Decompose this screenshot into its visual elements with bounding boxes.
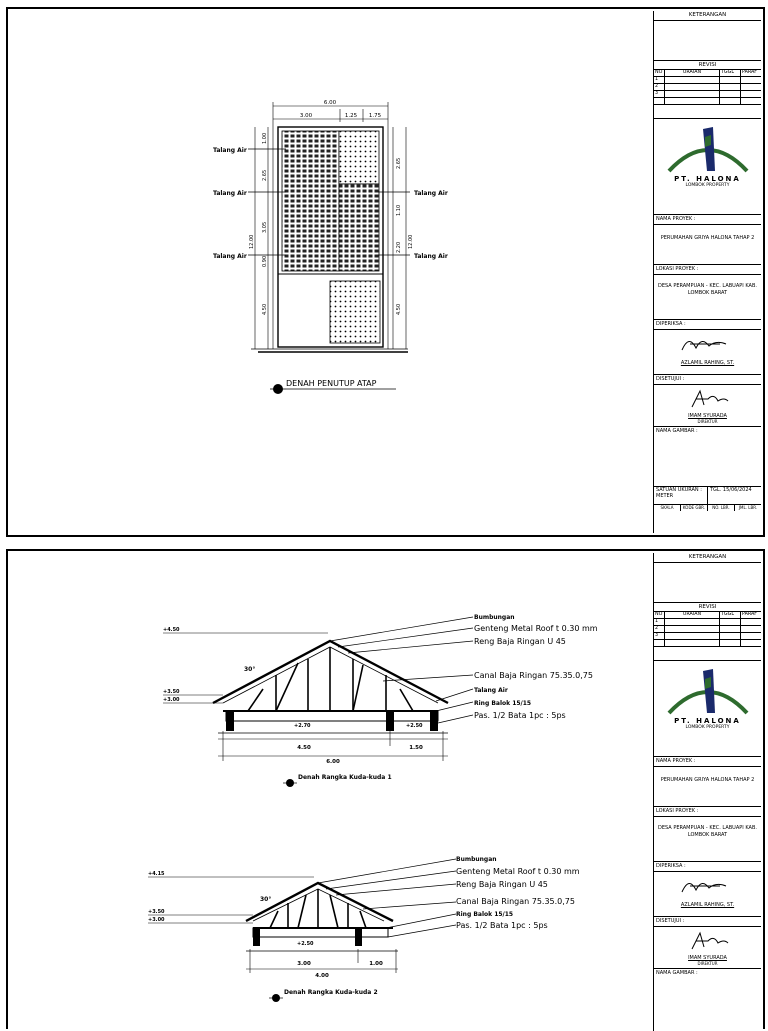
s2-level-2: +3.50 <box>148 909 165 915</box>
tanggal: TGL. 15/06/2024 <box>710 487 752 493</box>
rev-col-no: NO <box>654 612 665 619</box>
nama-proyek-value: PERUMAHAN GRIYA HALONA TAHAP 2 <box>660 235 755 241</box>
jml-lbr-label: JML. LBR. <box>738 505 758 510</box>
rev-col-no: NO <box>654 70 665 77</box>
revisi-label: REVISI <box>698 604 717 610</box>
disetujui-role: DIREKTUR <box>697 961 718 966</box>
s1-label-canal: Canal Baja Ringan 75.35.0,75 <box>474 671 593 680</box>
disetujui-name: IMAM SYURADA <box>688 955 727 961</box>
company-sub: LOMBOK PROPERTY <box>685 183 730 188</box>
dim-right-4: 4.50 <box>396 303 402 315</box>
lokasi-value: DESA PERAMPUAN - KEC. LABUAPI KAB. LOMBOK BARAT <box>658 283 757 296</box>
signature-icon <box>654 330 760 358</box>
drawing-sheet-1 <box>6 7 765 537</box>
company-logo <box>654 661 761 757</box>
revision-table <box>654 61 761 119</box>
dim-top-1: 3.00 <box>299 113 313 119</box>
company-name: PT. HALONA <box>674 175 741 183</box>
satuan-label: SATUAN UKURAN : <box>656 487 702 493</box>
s1-level-5: +2.50 <box>406 723 423 729</box>
dim-top-total: 6.00 <box>323 100 337 106</box>
title-block-1 <box>653 11 761 533</box>
s1-label-ring: Ring Balok 15/15 <box>474 700 532 707</box>
s1-label-reng: Reng Baja Ringan U 45 <box>474 637 566 646</box>
rev-row-2: 2 <box>654 626 665 633</box>
signature-icon <box>654 927 760 953</box>
halona-logo-icon <box>655 119 761 175</box>
rev-row-1: 1 <box>654 77 665 84</box>
rev-row-1: 1 <box>654 619 665 626</box>
s1-label-talang: Talang Air <box>474 687 508 694</box>
drawing-sheet-2 <box>6 549 765 1029</box>
rev-col-paraf: PARAF <box>741 612 762 619</box>
disetujui-label: DISETUJUI : <box>654 375 761 385</box>
s2-dim-total: 4.00 <box>315 973 329 979</box>
s2-dim-2: 1.00 <box>369 961 383 967</box>
s2-level-1: +4.15 <box>148 871 165 877</box>
diperiksa-label: DIPERIKSA : <box>654 320 761 330</box>
diperiksa-name: AZLAMIL RAHING, ST. <box>680 902 735 908</box>
dim-left-5: 4.50 <box>262 303 268 315</box>
lokasi-label: LOKASI PROYEK : <box>654 807 761 817</box>
rev-row-2: 2 <box>654 84 665 91</box>
s2-dim-1: 3.00 <box>297 961 311 967</box>
rev-row-3: 3 <box>654 91 665 98</box>
dim-left-2: 2.65 <box>262 169 268 181</box>
lokasi-value: DESA PERAMPUAN - KEC. LABUAPI KAB. LOMBOK BARAT <box>658 825 757 838</box>
company-logo <box>654 119 761 215</box>
talang-label-left-3: Talang Air <box>213 253 247 260</box>
rev-col-uraian: URAIAN <box>665 70 720 77</box>
no-lbr-label: NO. LBR. <box>708 505 735 511</box>
disetujui-role: DIREKTUR <box>697 419 718 424</box>
dim-left-3: 3.05 <box>262 221 268 233</box>
s1-dim-2: 1.50 <box>409 745 423 751</box>
s1-caption: Denah Rangka Kuda-kuda 1 <box>298 774 392 781</box>
dim-left-total: 12.00 <box>249 234 255 249</box>
rev-row-3: 3 <box>654 633 665 640</box>
talang-label-left-2: Talang Air <box>213 190 247 197</box>
disetujui-name: IMAM SYURADA <box>688 413 727 419</box>
s2-label-bumbungan: Bumbungan <box>456 856 497 863</box>
s2-label-canal: Canal Baja Ringan 75.35.0,75 <box>456 897 575 906</box>
s2-angle: 30° <box>260 896 272 903</box>
company-name: PT. HALONA <box>674 717 741 725</box>
s2-level-3: +3.00 <box>148 917 165 923</box>
skala-label: SKALA <box>654 505 681 511</box>
rev-col-tggl: TGGL <box>720 70 741 77</box>
dim-left-4: 0.90 <box>262 255 268 267</box>
lokasi-label: LOKASI PROYEK : <box>654 265 761 275</box>
nama-gambar-label: NAMA GAMBAR : <box>656 970 698 976</box>
revision-table <box>654 603 761 661</box>
s2-level-4: +2.50 <box>297 941 314 947</box>
dim-right-2: 1.10 <box>396 204 402 216</box>
kode-gbr-label: KODE GBR. <box>681 505 708 511</box>
truss-2 <box>148 859 456 973</box>
rev-col-paraf: PARAF <box>741 70 762 77</box>
footer-row <box>654 505 761 511</box>
s2-label-reng: Reng Baja Ringan U 45 <box>456 880 548 889</box>
s1-level-4: +2.70 <box>294 723 311 729</box>
talang-label-right-1: Talang Air <box>414 190 448 197</box>
rev-col-tggl: TGGL <box>720 612 741 619</box>
nama-proyek-label: NAMA PROYEK : <box>654 757 761 767</box>
title-block-2 <box>653 553 761 1031</box>
s1-dim-1: 4.50 <box>297 745 311 751</box>
talang-label-left-1: Talang Air <box>213 147 247 154</box>
s1-level-2: +3.50 <box>163 689 180 695</box>
s1-angle: 30° <box>244 666 256 673</box>
dim-left-1: 1.00 <box>262 132 268 144</box>
plan-caption: DENAH PENUTUP ATAP <box>286 379 377 388</box>
nama-gambar-label: NAMA GAMBAR : <box>656 428 698 434</box>
dim-top-2: 1.25 <box>344 113 358 119</box>
satuan-value: METER <box>656 493 674 499</box>
s2-caption: Denah Rangka Kuda-kuda 2 <box>284 989 378 996</box>
dim-right-3: 2.20 <box>396 241 402 253</box>
keterangan-header: KETERANGAN <box>654 553 761 563</box>
s1-label-bata: Pas. 1/2 Bata 1pc : 5ps <box>474 711 566 720</box>
s1-dim-total: 6.00 <box>326 759 340 765</box>
dim-right-1: 2.65 <box>396 157 402 169</box>
s2-label-ring: Ring Balok 15/15 <box>456 911 514 918</box>
rev-col-uraian: URAIAN <box>665 612 720 619</box>
halona-logo-icon <box>655 661 761 717</box>
roof-plan-drawing <box>8 9 653 535</box>
nama-proyek-label: NAMA PROYEK : <box>654 215 761 225</box>
s2-label-bata: Pas. 1/2 Bata 1pc : 5ps <box>456 921 548 930</box>
s1-label-genteng: Genteng Metal Roof t 0.30 mm <box>474 624 598 633</box>
talang-label-right-2: Talang Air <box>414 253 448 260</box>
signature-icon <box>654 872 760 900</box>
diperiksa-label: DIPERIKSA : <box>654 862 761 872</box>
nama-proyek-value: PERUMAHAN GRIYA HALONA TAHAP 2 <box>660 777 755 783</box>
truss-section-drawing <box>8 551 653 1027</box>
diperiksa-name: AZLAMIL RAHING, ST. <box>680 360 735 366</box>
dim-top-3: 1.75 <box>368 113 382 119</box>
signature-icon <box>654 385 760 411</box>
s1-label-bumbungan: Bumbungan <box>474 614 515 621</box>
dim-right-total: 12.00 <box>408 234 414 249</box>
s2-label-genteng: Genteng Metal Roof t 0.30 mm <box>456 867 580 876</box>
keterangan-header: KETERANGAN <box>654 11 761 21</box>
s1-level-3: +3.00 <box>163 697 180 703</box>
truss-1 <box>163 617 473 761</box>
company-sub: LOMBOK PROPERTY <box>685 725 730 730</box>
s1-level-1: +4.50 <box>163 627 180 633</box>
disetujui-label: DISETUJUI : <box>654 917 761 927</box>
revisi-label: REVISI <box>698 62 717 68</box>
